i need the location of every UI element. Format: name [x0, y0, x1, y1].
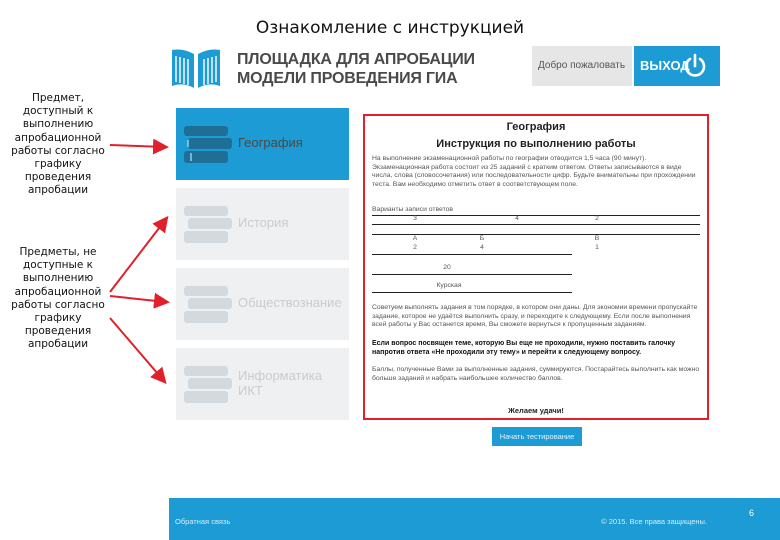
copyright-text: © 2015. Все права защищены. [601, 517, 707, 526]
table-cell: 4 [480, 244, 484, 251]
start-test-button[interactable]: Начать тестирование [492, 427, 582, 446]
variants-title: Варианты записи ответов [372, 206, 454, 213]
table-cell: 2 [595, 215, 599, 222]
arrow-to-informatics [110, 318, 164, 381]
subject-label: Информатика ИКТ [238, 368, 322, 398]
table-cell: 4 [515, 215, 519, 222]
arrow-to-geography [110, 145, 165, 147]
table-divider [372, 224, 700, 225]
table-divider [372, 254, 572, 255]
books-logo-icon [170, 46, 222, 92]
logout-button[interactable] [634, 46, 720, 86]
instruction-heading: Инструкция по выполнению работы [436, 138, 636, 150]
table-cell: Б [479, 235, 485, 242]
slide-title: Ознакомление с инструкцией [255, 18, 525, 38]
answer-word: Курская [436, 282, 462, 289]
table-cell: 3 [413, 215, 417, 222]
subject-label: Обществознание [238, 295, 342, 310]
feedback-link[interactable]: Обратная связь [175, 517, 231, 526]
books-stack-icon [182, 202, 234, 248]
table-divider [372, 274, 572, 275]
subject-tile-history [176, 188, 349, 260]
subject-tile-social-studies [176, 268, 349, 340]
goodluck-text: Желаем удачи! [508, 406, 564, 415]
welcome-label: Добро пожаловать [532, 46, 632, 86]
instruction-subject: География [506, 121, 566, 133]
table-cell: 2 [413, 244, 417, 251]
instruction-paragraph-bold: Если вопрос посвящен теме, которую Вы еще не проходили, нужно поставить галочку напротив ответа «Не проходили эту тему» и перейти к следующему вопросу. [372, 340, 675, 356]
footer [169, 498, 723, 540]
table-cell: В [594, 235, 600, 242]
books-stack-icon [182, 122, 234, 168]
subject-label: География [238, 135, 303, 150]
arrow-to-history [110, 219, 166, 292]
note-available: Предмет, доступный к выполнению апробационной работы согласно графику проведения апробации [11, 92, 105, 197]
books-stack-icon [182, 362, 234, 408]
instruction-paragraph: На выполнение экзаменационной работы по географии отводится 1,5 часа (90 минут). Экзаменационная работа состоит из 25 заданий с кратким ответом. Ответы записываются в виде числа, слова (словосочетания) или последовательности цифр. Будьте внимательны при прохождении теста. Вам необходимо отметить ответ в соответствующем поле. [372, 155, 696, 188]
subject-tile-geography[interactable] [176, 108, 349, 180]
table-cell: А [412, 235, 418, 242]
platform-logo-text: ПЛОЩАДКА ДЛЯ АПРОБАЦИИ МОДЕЛИ ПРОВЕДЕНИЯ ГИА [237, 51, 475, 87]
books-stack-icon [182, 282, 234, 328]
power-icon [682, 53, 708, 79]
table-divider [372, 292, 572, 293]
subject-tile-informatics [176, 348, 349, 420]
instruction-paragraph: Советуем выполнять задания в том порядке, в котором они даны. Для экономии времени пропускайте задание, которое не удаётся выполнить сразу, и переходите к следующему. Если после выполнения всей работы у Вас останется время, Вы сможете вернуться к пропущенным заданиям. [372, 304, 698, 329]
table-cell: 1 [595, 244, 599, 251]
note-unavailable: Предметы, не доступные к выполнению апробационной работы согласно графику проведения апробации [11, 246, 105, 351]
answer-number: 20 [443, 264, 451, 271]
instruction-panel [363, 114, 709, 420]
instruction-paragraph: Баллы, полученные Вами за выполненные задания, суммируются. Постарайтесь выполнить как можно больше заданий и набрать наибольшее количество баллов. [372, 366, 700, 382]
logout-label: ВЫХОД [640, 58, 690, 73]
page-number: 6 [723, 498, 780, 540]
arrow-to-social-studies [110, 296, 166, 302]
subject-label: История [238, 215, 289, 230]
